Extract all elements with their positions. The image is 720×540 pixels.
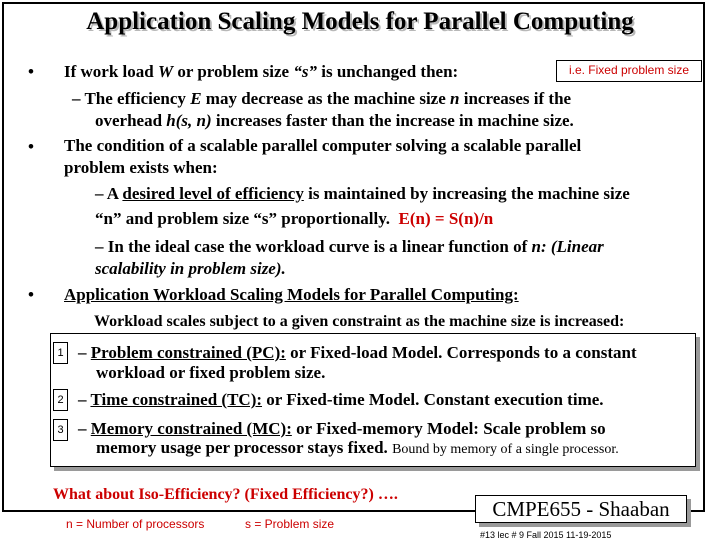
machine-size-symbol: n (450, 89, 460, 108)
model-2-line-1 (78, 389, 604, 410)
model-2-dash: – (78, 390, 87, 409)
model-3-desc-2: memory usage per processor stays fixed. (96, 438, 388, 457)
model-3-line-2 (96, 437, 619, 460)
bullet-1-text: If work load (64, 62, 154, 81)
model-1-desc: or Fixed-load Model. Corresponds to a constant (290, 343, 637, 362)
sub-text: – A (95, 184, 119, 203)
desired-efficiency-text: desired level of efficiency (122, 184, 304, 203)
workload-intro: Workload scales subject to a given constraint as the machine size is increased: (94, 313, 625, 330)
model-1-name: Problem constrained (PC): (90, 343, 286, 362)
bullet-1-text-mid: or problem size (177, 62, 290, 81)
bullet-1-line (64, 61, 458, 82)
fixed-problem-size-tag: i.e. Fixed problem size (556, 60, 702, 82)
model-1-dash: – (78, 343, 87, 362)
proportional-text: “n” and problem size “s” proportionally. (95, 209, 391, 228)
efficiency-symbol: E (190, 89, 202, 108)
efficiency-text-mid: may decrease as the machine size (205, 89, 446, 108)
course-badge: CMPE655 - Shaaban (475, 495, 687, 523)
efficiency-text: – The efficiency (72, 89, 186, 108)
bullet-1-sub-line-1 (72, 88, 571, 109)
bullet-1-sub-line-2 (95, 110, 574, 131)
model-1-number: 1 (53, 342, 68, 364)
model-3-desc: or Fixed-memory Model: Scale problem so (296, 419, 606, 438)
model-3-name: Memory constrained (MC): (90, 419, 292, 438)
sub-text-end: is maintained by increasing the machine size (308, 184, 630, 203)
bullet-marker: • (28, 62, 34, 81)
legend-n: n = Number of processors (66, 517, 205, 531)
ideal-case-text: – In the ideal case the workload curve is a linear function of (95, 237, 528, 256)
efficiency-formula: E(n) = S(n)/n (398, 209, 494, 228)
efficiency-text-end: increases if the (463, 89, 572, 108)
bullet-2-sub-2-line-2: scalability in problem size). (95, 259, 286, 278)
bullet-2-sub-2-line-1 (95, 236, 604, 257)
model-3-dash: – (78, 419, 87, 438)
problem-size-symbol: “s” (293, 62, 317, 81)
slide-title: Application Scaling Models for Parallel Computing (86, 8, 634, 35)
workload-symbol: W (157, 62, 174, 81)
linear-text: (Linear (550, 237, 604, 256)
bullet-2-line-1: The condition of a scalable parallel computer solving a scalable parallel (64, 136, 582, 155)
overhead-text: overhead (95, 111, 163, 130)
bullet-3-heading: Application Workload Scaling Models for Parallel Computing: (64, 285, 519, 304)
model-2-number: 2 (53, 389, 68, 411)
legend-s: s = Problem size (245, 517, 335, 531)
overhead-text-end: increases faster than the increase in machine size. (215, 111, 574, 130)
model-1-line-1 (78, 342, 637, 363)
overhead-symbol: h(s, n) (166, 111, 212, 130)
model-3-bound-note: Bound by memory of a single processor. (392, 442, 619, 457)
model-3-number: 3 (53, 419, 68, 441)
model-3-line-1 (78, 418, 606, 439)
bullet-1-text-post: is unchanged then: (321, 62, 459, 81)
model-1-line-2: workload or fixed problem size. (96, 363, 326, 382)
model-2-name: Time constrained (TC): (90, 390, 263, 409)
iso-efficiency-question: What about Iso-Efficiency? (Fixed Efficiency?) …. (53, 486, 398, 503)
bullet-2-sub-1-line-1 (95, 183, 630, 204)
bullet-2-line-2: problem exists when: (64, 158, 218, 177)
n-symbol: n: (531, 237, 547, 256)
bullet-marker: • (28, 137, 34, 156)
bullet-2-sub-1-line-2 (95, 208, 493, 229)
model-2-desc: or Fixed-time Model. Constant execution time. (266, 390, 604, 409)
bullet-marker: • (28, 285, 34, 304)
slide-footer-info: #13 lec # 9 Fall 2015 11-19-2015 (480, 530, 612, 540)
